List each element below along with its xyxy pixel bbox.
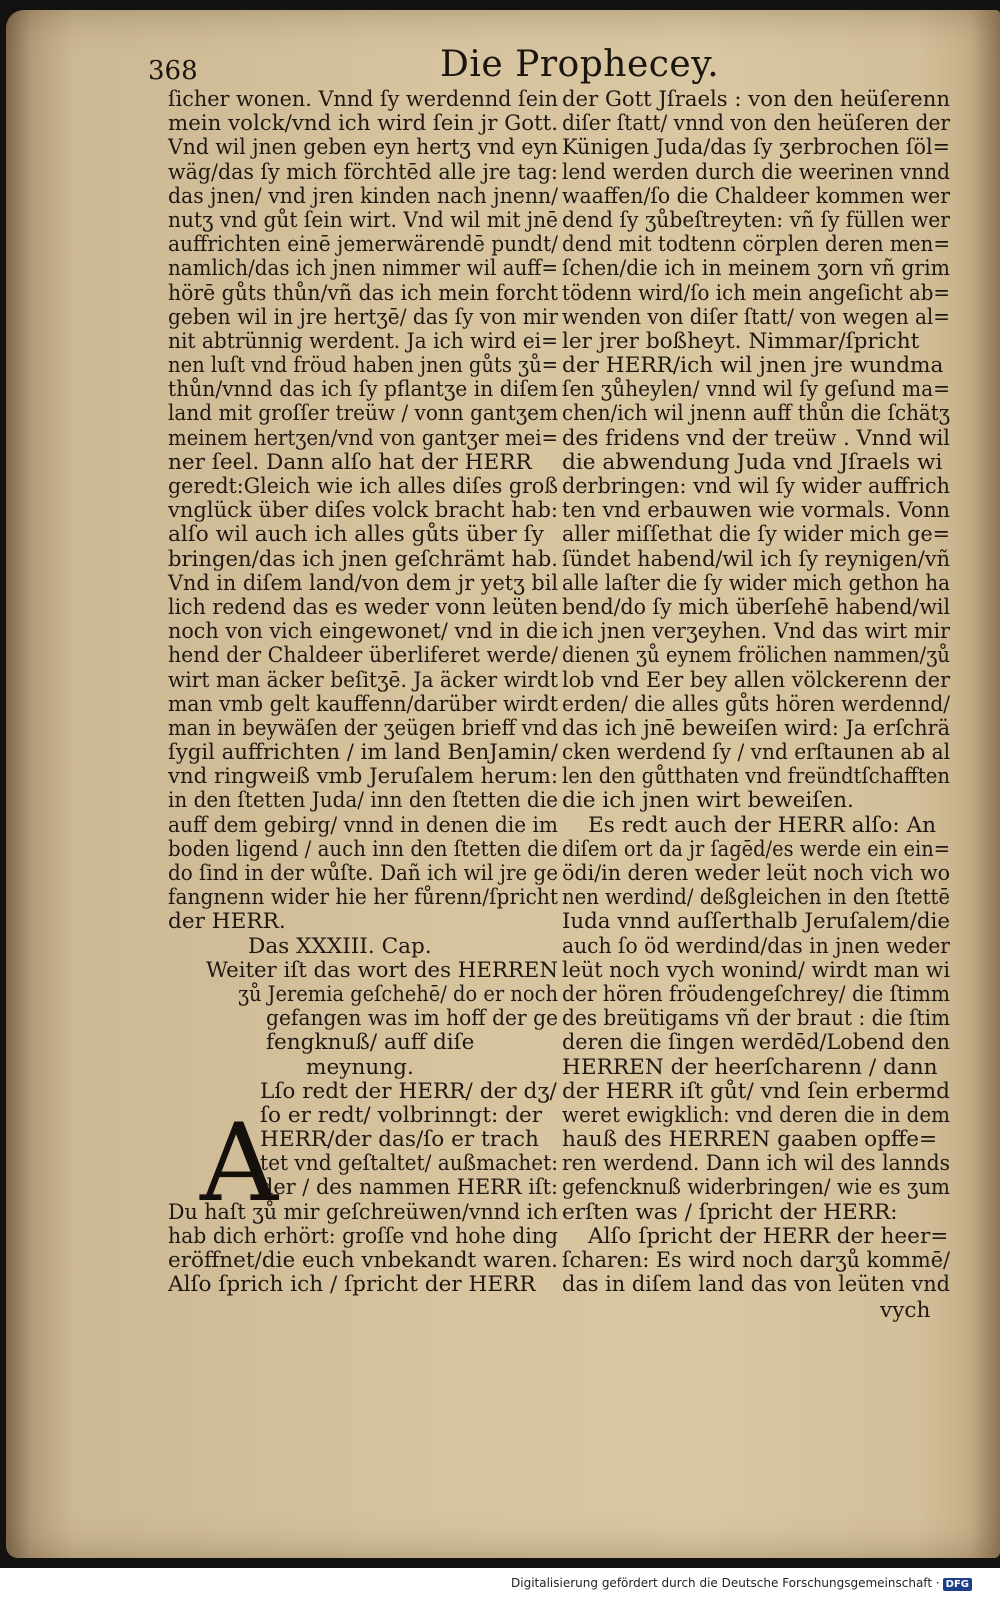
text-line: Lſo redt der HERR/ der dʒ/ <box>260 1078 557 1104</box>
text-line: ödi/in deren weder leüt noch vich wo <box>562 861 950 886</box>
text-line: eröffnet/die euch vnbekandt waren. <box>168 1248 558 1273</box>
text-line: fangnenn wider hie her fůrenn/ſpricht <box>168 885 558 911</box>
text-line: ſündet habend/wil ich ſy reynigen/vñ <box>562 546 950 572</box>
drop-cap-initial: A <box>200 1101 278 1226</box>
footer-credit <box>511 1576 972 1591</box>
text-line: cken werdend ſy / vnd erſtaunen ab al <box>562 740 950 766</box>
text-line: namlich/das ich jnen nimmer wil auff= <box>168 256 558 282</box>
text-line: gefencknuß widerbringen/ wie es ʒum <box>562 1175 950 1201</box>
text-line: lob vnd Eer bey allen völckerenn der <box>562 667 950 693</box>
text-line: man in beywäſen der ʒeügen brieff vnd <box>168 715 558 741</box>
text-line: Du haſt ʒů mir geſchreüwen/vnnd ich <box>168 1199 558 1225</box>
text-line: ren werdend. Dann ich wil des lannds <box>562 1151 950 1177</box>
text-line: gefangen was im hoff der ge <box>266 1006 558 1032</box>
text-line: diſem ort da jr ſagēd/es werde ein ein= <box>562 836 950 862</box>
text-line: ſo er redt/ volbrinngt: der <box>260 1102 543 1128</box>
text-line: der HERR/ich wil jnen jre wundma <box>562 353 944 379</box>
text-line: meinem hertʒen/vnd von gantʒer mei= <box>168 425 558 451</box>
text-line: in den ſtetten Juda/ inn den ſtetten die <box>168 788 558 814</box>
text-line: auch ſo öd werdind/das in jnen weder <box>562 933 950 959</box>
text-line: geredt:Gleich wie ich alles diſes groß <box>168 474 558 499</box>
text-line: nutʒ vnd gůt ſein wirt. Vnd wil mit jnē <box>168 207 558 233</box>
dfg-logo: DFG <box>943 1578 972 1591</box>
text-line: alſo wil auch ich alles gůts über ſy <box>168 522 544 548</box>
running-head: Die Prophecey. <box>440 44 720 85</box>
text-line: man vmb gelt kauffenn/darüber wirdt <box>168 691 558 717</box>
text-line: ʒů Jeremia geſchehē/ do er noch <box>238 981 558 1007</box>
text-line: das jnen/ vnd jren kinden nach jnenn/ <box>168 183 558 209</box>
text-line: auff dem gebirg/ vnnd in denen die im <box>168 812 558 838</box>
text-line: ner ſeel. Dann alſo hat der HERR <box>168 449 532 475</box>
text-line: do ſind in der wůſte. Dañ ich wil jre ge <box>168 861 558 886</box>
text-line: mein volck/vnd ich wird ſein jr Gott. <box>168 111 558 137</box>
text-line: bringen/das ich jnen geſchrämt hab. <box>168 546 558 572</box>
text-line: Alſo ſpricht der HERR der heer= <box>588 1223 949 1249</box>
text-line: hend der Chaldeer überliferet werde/ <box>168 643 558 669</box>
text-line: das ich jnē beweiſen wird: Ja erſchrä <box>562 715 950 741</box>
text-line: hab dich erhört: groſſe vnd hohe ding <box>168 1223 558 1249</box>
text-line: der HERR iſt gůt/ vnd ſein erbermd <box>562 1078 950 1104</box>
text-line: nit abtrünnig werdent. Ja ich wird ei= <box>168 328 558 354</box>
footer-credit-text: Digitalisierung gefördert durch die Deutsche Forschungsgemeinschaft · <box>511 1576 940 1590</box>
text-line: Es redt auch der HERR alſo: An <box>588 812 936 838</box>
text-line: erſten was / ſpricht der HERR: <box>562 1199 898 1225</box>
text-line: Das XXXIII. Cap. <box>248 933 432 959</box>
text-line: lend werden durch die weerinen vnnd <box>562 159 950 185</box>
text-line: derbringen: vnd wil ſy wider auffrich <box>562 474 950 499</box>
text-line: Vnd wil jnen geben eyn hertʒ vnd eyn <box>168 135 558 161</box>
text-line: aller miſſethat die ſy wider mich ge= <box>562 522 950 548</box>
text-line: meynung. <box>306 1054 414 1080</box>
text-line: ſcharen: Es wird noch darʒů kommē/ <box>562 1248 950 1273</box>
text-line: des fridens vnd der treüw . Vnnd wil <box>562 425 950 451</box>
text-line: das in diſem land das von leüten vnd <box>562 1272 950 1298</box>
text-line: dienen ʒů eynem frölichen nammen/ʒů <box>562 643 950 669</box>
text-line: vnglück über diſes volck bracht hab: <box>168 498 558 524</box>
text-line: weret ewigklich: vnd deren die in dem <box>562 1102 950 1128</box>
text-line: der HERR. <box>168 909 286 935</box>
text-line: Künigen Juda/das ſy ʒerbrochen ſöl= <box>562 135 950 161</box>
text-line: erden/ die alles gůts hören werdennd/ <box>562 691 950 717</box>
text-line: deren die ſingen werdēd/Lobend den <box>562 1030 950 1056</box>
text-line: diſer ſtatt/ vnnd von den heüſeren der <box>562 111 950 137</box>
text-line: der Gott Jſraels : von den heüſerenn <box>562 87 950 112</box>
text-line: land mit groſſer treüw / vonn gantʒem <box>168 401 558 427</box>
text-line: lich redend das es weder vonn leüten <box>168 594 558 620</box>
text-line: wäg/das ſy mich förchtēd alle jre tag: <box>168 159 558 185</box>
text-line: des breütigams vñ der braut : die ſtim <box>562 1006 950 1032</box>
text-line: leüt noch vych wonind/ wirdt man wi <box>562 957 950 983</box>
text-line: Alſo ſprich ich / ſpricht der HERR <box>168 1272 536 1298</box>
text-line: wirt man äcker beſitʒē. Ja äcker wirdt <box>168 667 558 693</box>
text-line: ſygil auffrichten / im land BenJamin/ <box>168 740 558 766</box>
text-line: HERR/der das/ſo er trach <box>260 1127 539 1153</box>
text-line: Vnd in diſem land/von dem jr yetʒ bil <box>168 570 558 596</box>
text-line: auffrichten einē jemerwärendē pundt/ <box>168 232 558 258</box>
text-line: hauß des HERREN gaaben opffe= <box>562 1127 938 1153</box>
text-line: bend/do ſy mich überſehē habend/wil <box>562 594 950 620</box>
text-line: thůn/vnnd das ich ſy pflantʒe in diſem <box>168 377 558 403</box>
text-line: nen werdind/ deßgleichen in den ſtettē <box>562 885 950 911</box>
text-line: nen luſt vnd fröud haben jnen gůts ʒů= <box>168 353 558 379</box>
text-line: tödenn wird/ſo ich mein angeſicht ab= <box>562 280 950 306</box>
text-line: ſicher wonen. Vnnd ſy werdennd ſein <box>168 87 558 112</box>
digitization-footer <box>0 1568 1000 1607</box>
page-number: 368 <box>148 56 198 86</box>
text-line: ſchen/die ich in meinem ʒorn vñ grim <box>562 256 950 282</box>
text-line: geben wil in jre hertʒē/ das ſy von mir <box>168 304 558 330</box>
text-line: boden ligend / auch inn den ſtetten die <box>168 836 558 862</box>
text-line: HERREN der heerſcharenn / dann <box>562 1054 938 1080</box>
text-line: dend ſy ʒůbeſtreyten: vñ ſy füllen wer <box>562 207 950 233</box>
text-line: hörē gůts thůn/vñ das ich mein forcht <box>168 280 558 306</box>
text-line: alle laſter die ſy wider mich gethon ha <box>562 570 950 596</box>
text-line: chen/ich wil jnenn auff thůn die ſchätʒ <box>562 401 950 427</box>
text-line: ler jrer boßheyt. Nimmar/ſpricht <box>562 328 920 354</box>
text-line: der / des nammen HERR iſt: <box>260 1175 558 1201</box>
text-line: fengknuß/ auff diſe <box>266 1030 475 1056</box>
text-line: ten vnd erbauwen wie vormals. Vonn <box>562 498 950 524</box>
text-line: ſen ʒůheylen/ vnnd wil ſy geſund ma= <box>562 377 950 403</box>
text-line: Weiter iſt das wort des HERREN <box>206 957 558 983</box>
text-line: dend mit todtenn cörplen deren men= <box>562 232 950 258</box>
text-line: Iuda vnnd auſſerthalb Jeruſalem/die <box>562 909 950 935</box>
text-line: die abwendung Juda vnd Jſraels wi <box>562 449 943 475</box>
text-line: ich jnen verʒeyhen. Vnd das wirt mir <box>562 619 950 645</box>
text-line: noch von vich eingewonet/ vnd in die <box>168 619 558 645</box>
text-line: die ich jnen wirt beweiſen. <box>562 788 854 814</box>
catchword: vych <box>880 1298 931 1323</box>
text-line: waaffen/ſo die Chaldeer kommen wer <box>562 183 950 209</box>
right-text-column <box>562 88 954 1297</box>
text-line: len den gůtthaten vnd freündtſchafften <box>562 764 950 790</box>
text-line: tet vnd geſtaltet/ außmachet: <box>260 1151 558 1177</box>
text-line: vnd ringweiß vmb Jeruſalem herum: <box>168 764 558 790</box>
text-line: der hören fröudengeſchrey/ die ſtimm <box>562 981 950 1007</box>
text-line: wenden von diſer ſtatt/ von wegen al= <box>562 304 950 330</box>
